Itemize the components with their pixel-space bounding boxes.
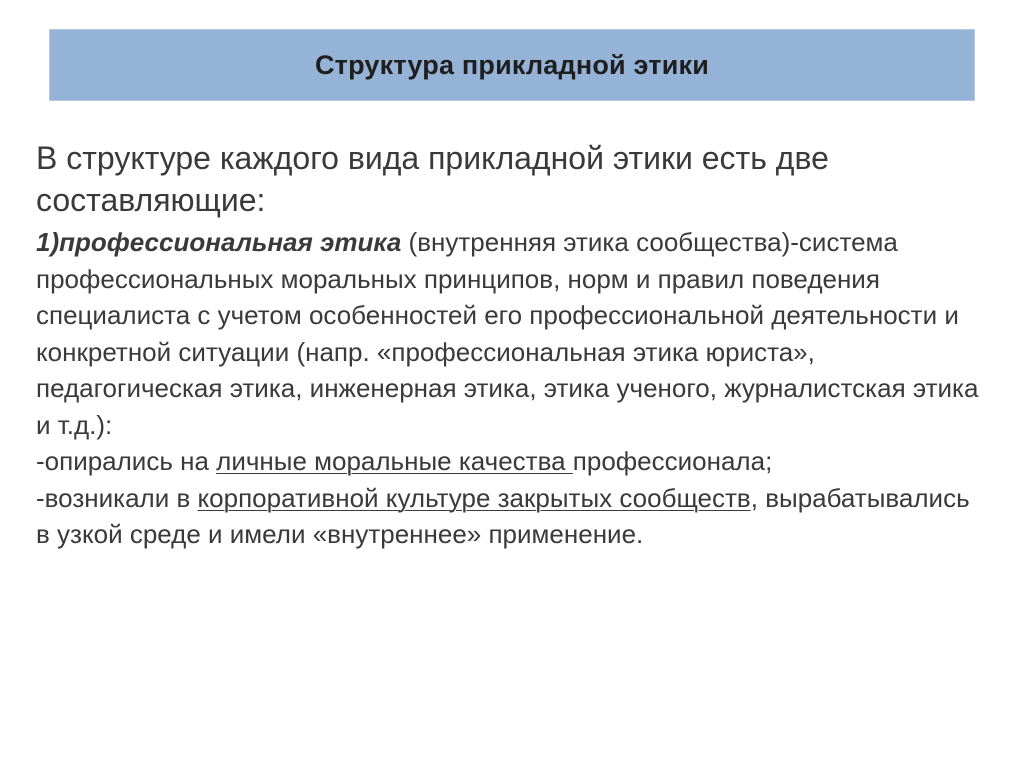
- definition-term: профессиональная этика: [59, 227, 402, 257]
- bullet-personal-qualities: [36, 443, 986, 480]
- bullet2-prefix: -возникали в: [36, 482, 198, 513]
- definition-number: 1): [36, 227, 60, 257]
- intro-text: В структуре каждого вида прикладной этики есть две составляющие:: [36, 140, 829, 218]
- bullet1-suffix: профессионала;: [572, 446, 773, 476]
- bullet1-prefix: -опирались на: [36, 446, 217, 476]
- title-band: [49, 29, 975, 101]
- bullet-corporate-culture: [36, 480, 986, 553]
- bullet1-underlined: личные моральные качества: [216, 446, 573, 476]
- bullet2-underlined: корпоративной культуре закрытых сообществ: [197, 482, 751, 513]
- definition-text: (внутренняя этика сообщества)-система профессиональных моральных принципов, норм и правил поведения специалиста с учетом особенностей его профессиональной деятельности и конкретной ситуации (напр. «профессиональная этика юриста», педагогическая этика, инженерная этика, этика ученого, журналистская этика и т.д.):: [36, 227, 979, 440]
- slide-title: Структура прикладной этики: [314, 49, 710, 80]
- slide-body: [36, 137, 986, 553]
- bullet2-suffix: , вырабатывались в узкой среде и имели «внутреннее» применение.: [36, 482, 970, 549]
- definition-paragraph: [36, 224, 986, 443]
- definition-block: [36, 224, 986, 553]
